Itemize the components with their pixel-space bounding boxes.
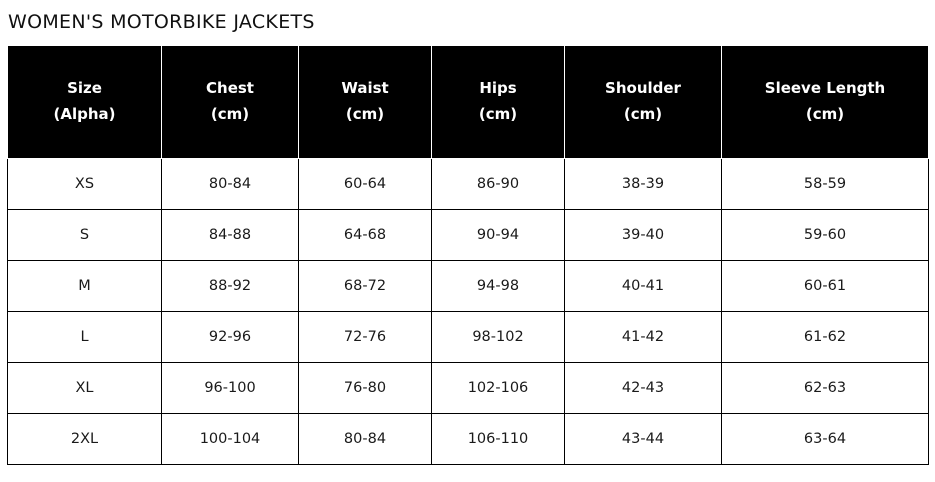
cell-shoulder: 39-40 <box>565 210 722 261</box>
cell-shoulder: 38-39 <box>565 159 722 210</box>
cell-waist: 72-76 <box>299 312 432 363</box>
cell-shoulder: 42-43 <box>565 363 722 414</box>
column-header-size-line2: (Alpha) <box>53 105 116 123</box>
table-row <box>8 261 929 312</box>
column-header-shoulder <box>565 46 722 159</box>
cell-hips: 102-106 <box>432 363 565 414</box>
cell-chest: 100-104 <box>162 414 299 465</box>
cell-size: L <box>8 312 162 363</box>
cell-hips: 86-90 <box>432 159 565 210</box>
cell-size: S <box>8 210 162 261</box>
cell-chest: 92-96 <box>162 312 299 363</box>
table-row <box>8 363 929 414</box>
column-header-waist-line1: Waist <box>341 79 389 97</box>
column-header-size-line1: Size <box>67 79 102 97</box>
column-header-chest-line2: (cm) <box>210 105 250 123</box>
column-header-hips-line2: (cm) <box>478 105 518 123</box>
table-row <box>8 312 929 363</box>
size-chart-table <box>7 45 929 465</box>
cell-waist: 76-80 <box>299 363 432 414</box>
column-header-sleeve-length <box>722 46 929 159</box>
table-header <box>8 46 929 159</box>
cell-chest: 96-100 <box>162 363 299 414</box>
cell-chest: 84-88 <box>162 210 299 261</box>
cell-sleeve-length: 58-59 <box>722 159 929 210</box>
cell-chest: 80-84 <box>162 159 299 210</box>
cell-hips: 98-102 <box>432 312 565 363</box>
cell-shoulder: 41-42 <box>565 312 722 363</box>
table-row <box>8 159 929 210</box>
cell-waist: 68-72 <box>299 261 432 312</box>
column-header-chest-line1: Chest <box>206 79 254 97</box>
column-header-shoulder-line1: Shoulder <box>605 79 681 97</box>
column-header-chest <box>162 46 299 159</box>
cell-waist: 80-84 <box>299 414 432 465</box>
cell-sleeve-length: 59-60 <box>722 210 929 261</box>
table-header-row <box>8 46 929 159</box>
cell-shoulder: 43-44 <box>565 414 722 465</box>
cell-sleeve-length: 63-64 <box>722 414 929 465</box>
cell-waist: 64-68 <box>299 210 432 261</box>
column-header-hips-line1: Hips <box>479 79 517 97</box>
cell-size: XS <box>8 159 162 210</box>
cell-sleeve-length: 60-61 <box>722 261 929 312</box>
cell-hips: 94-98 <box>432 261 565 312</box>
column-header-waist <box>299 46 432 159</box>
cell-sleeve-length: 62-63 <box>722 363 929 414</box>
table-row <box>8 210 929 261</box>
column-header-shoulder-line2: (cm) <box>623 105 663 123</box>
column-header-sleeve-length-line1: Sleeve Length <box>764 79 886 97</box>
cell-size: 2XL <box>8 414 162 465</box>
cell-size: XL <box>8 363 162 414</box>
cell-chest: 88-92 <box>162 261 299 312</box>
cell-sleeve-length: 61-62 <box>722 312 929 363</box>
column-header-size <box>8 46 162 159</box>
cell-hips: 90-94 <box>432 210 565 261</box>
table-row <box>8 414 929 465</box>
page-title: WOMEN'S MOTORBIKE JACKETS <box>8 11 315 33</box>
column-header-waist-line2: (cm) <box>345 105 385 123</box>
cell-shoulder: 40-41 <box>565 261 722 312</box>
cell-hips: 106-110 <box>432 414 565 465</box>
cell-size: M <box>8 261 162 312</box>
column-header-hips <box>432 46 565 159</box>
table-body <box>8 159 929 465</box>
cell-waist: 60-64 <box>299 159 432 210</box>
column-header-sleeve-length-line2: (cm) <box>805 105 845 123</box>
